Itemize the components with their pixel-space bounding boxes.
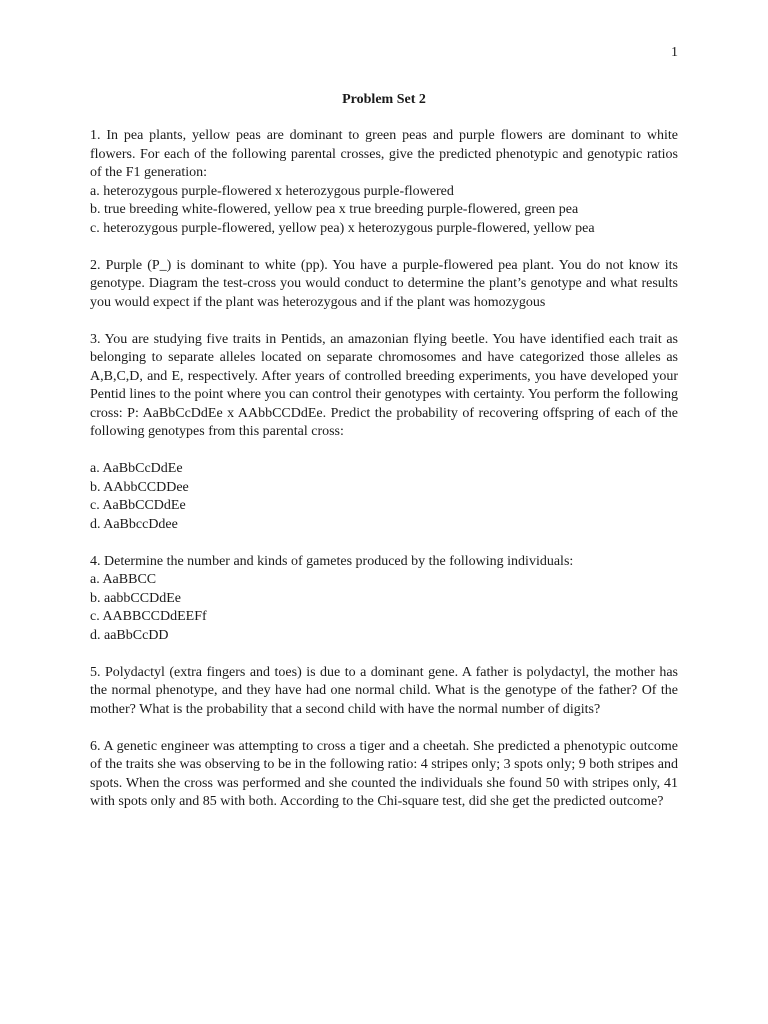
problem-1-item-b: b. true breeding white-flowered, yellow pea x true breeding purple-flowered, green pea: [90, 202, 579, 217]
page-number: 1: [671, 45, 678, 60]
problem-4: [90, 553, 678, 646]
problem-3-spacer: [90, 442, 678, 461]
problem-4-text: 4. Determine the number and kinds of gametes produced by the following individuals:: [90, 553, 574, 569]
problem-1: [90, 127, 678, 238]
problem-4-item-d: d. aaBbCcDD: [90, 627, 169, 643]
problem-3-item-c: c. AaBbCCDdEe: [90, 498, 186, 513]
problem-1-item-c: c. heterozygous purple-flowered, yellow pea) x heterozygous purple-flowered, yellow pea: [90, 220, 595, 236]
problem-1-item-a: a. heterozygous purple-flowered x heterozygous purple-flowered: [90, 183, 454, 199]
problem-6: [90, 738, 678, 812]
problem-5-text: 5. Polydactyl (extra fingers and toes) is due to a dominant gene. A father is polydactyl, the mother has the normal phenotype, and they have had one normal child. What is the genotype of the father? Of the mother? What is the probability that a second child with have the normal number of digits?: [90, 664, 678, 717]
problem-3-text: 3. You are studying five traits in Pentids, an amazonian flying beetle. You have identified each trait as belonging to separate alleles located on separate chromosomes and have categorized those alleles as A,B,C,D, and E, respectively. After years of controlled breeding experiments, you have developed your Pentid lines to the point where you can control their genotypes with certainty. You perform the following cross: P: AaBbCcDdEe x AAbbCCDdEe. Predict the probability of recovering offspring of each of the following genotypes from this parental cross:: [90, 331, 678, 439]
problem-4-item-a: a. AaBBCC: [90, 572, 157, 587]
problem-5: [90, 664, 678, 720]
problem-2: [90, 257, 678, 313]
problem-list: [90, 127, 678, 830]
page-title: Problem Set 2: [342, 92, 426, 107]
problem-2-text: 2. Purple (P_) is dominant to white (pp). You have a purple-flowered pea plant. You do not know its genotype. Diagram the test-cross you would conduct to determine the plant’s genotype and what results you would expect if the plant was heterozygous and if the plant was homozygous: [90, 257, 678, 310]
problem-1-text: 1. In pea plants, yellow peas are dominant to green peas and purple flowers are dominant to white flowers. For each of the following parental crosses, give the predicted phenotypic and genotypic ratios of the F1 generation:: [90, 128, 678, 180]
problem-6-text: 6. A genetic engineer was attempting to cross a tiger and a cheetah. She predicted a phenotypic outcome of the traits she was observing to be in the following ratio: 4 stripes only; 3 spots only; 9 both stripes and spots. When the cross was performed and she counted the individuals she found 50 with stripes only, 41 with spots only and 85 with both. According to the Chi-square test, did she get the predicted outcome?: [90, 738, 678, 809]
problem-3-item-a: a. AaBbCcDdEe: [90, 461, 183, 476]
problem-4-item-b: b. aabbCCDdEe: [90, 590, 181, 606]
problem-3: [90, 331, 678, 535]
problem-3-item-b: b. AAbbCCDDee: [90, 479, 189, 495]
problem-3-item-d: d. AaBbccDdee: [90, 516, 178, 532]
problem-4-item-c: c. AABBCCDdEEFf: [90, 609, 207, 624]
